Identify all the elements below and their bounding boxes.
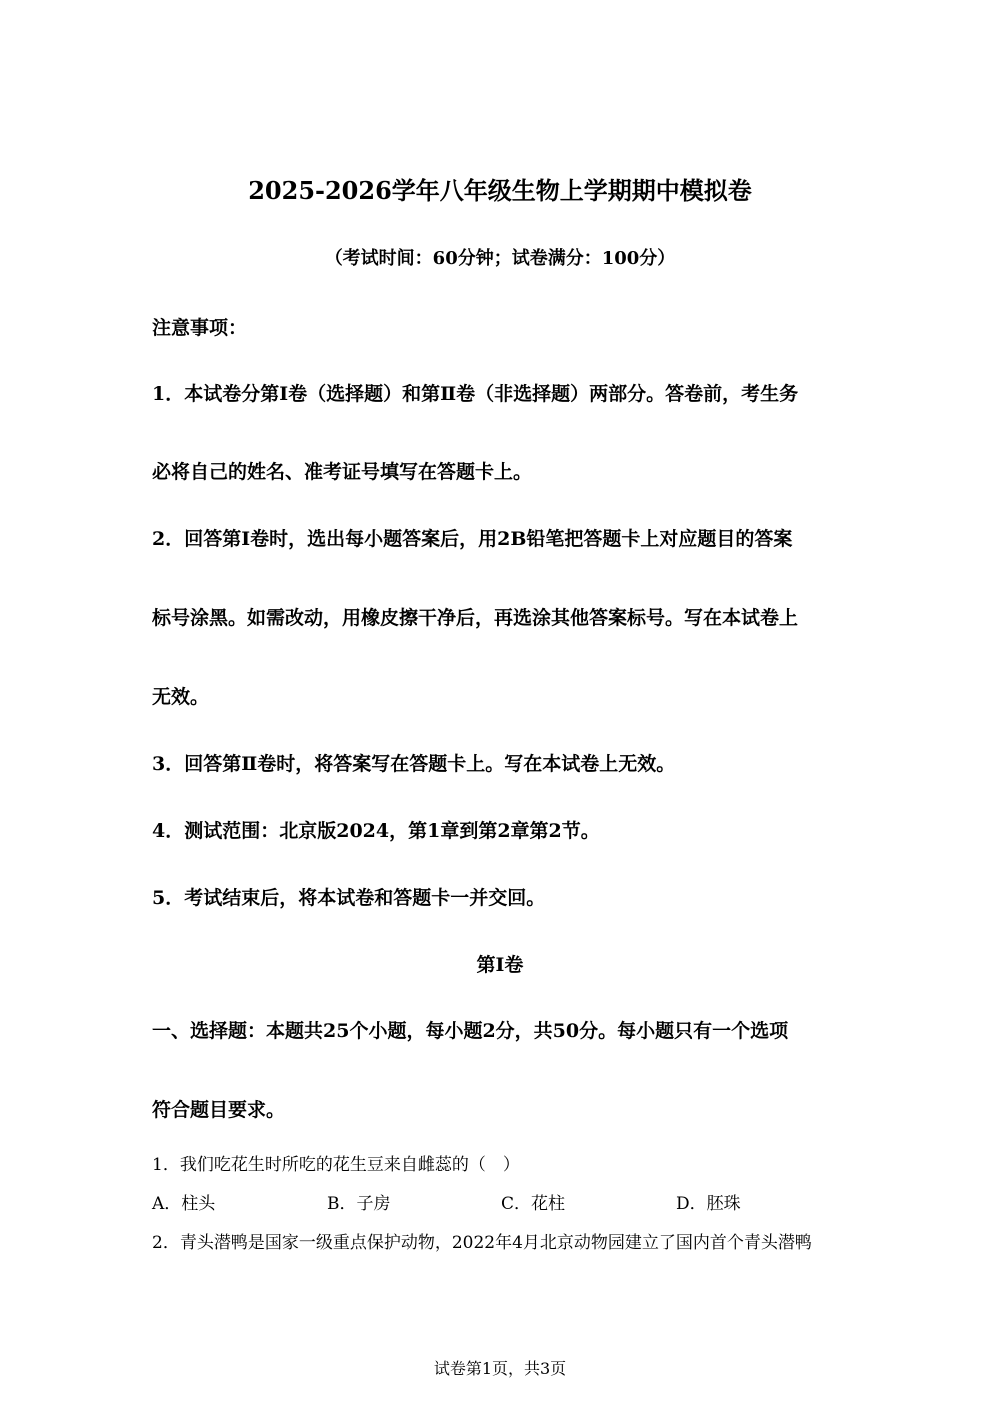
notice-line: 3．回答第Ⅱ卷时，将答案写在答题卡上。写在本试卷上无效。	[152, 753, 676, 775]
question-option: D．胚珠	[676, 1194, 741, 1214]
notice-line: 5．考试结束后，将本试卷和答题卡一并交回。	[152, 887, 546, 909]
question-option: A．柱头	[152, 1194, 216, 1214]
notice-line: 必将自己的姓名、准考证号填写在答题卡上。	[152, 461, 533, 483]
notice-line: 1．本试卷分第Ⅰ卷（选择题）和第Ⅱ卷（非选择题）两部分。答卷前，考生务	[152, 383, 799, 405]
exam-subtitle: （考试时间：60分钟；试卷满分：100分）	[324, 248, 676, 269]
exam-title: 2025-2026学年八年级生物上学期期中模拟卷	[248, 176, 752, 205]
notice-line: 2．回答第Ⅰ卷时，选出每小题答案后，用2B铅笔把答题卡上对应题目的答案	[152, 528, 793, 550]
notice-line: 无效。	[152, 686, 210, 708]
question-option: B．子房	[327, 1194, 391, 1214]
notice-heading: 注意事项：	[152, 317, 248, 339]
question-stem: 2．青头潜鸭是国家一级重点保护动物，2022年4月北京动物园建立了国内首个青头潜鸭	[152, 1233, 812, 1253]
page-footer: 试卷第1页，共3页	[433, 1359, 567, 1378]
question-stem: 1．我们吃花生时所吃的花生豆来自雌蕊的（ ）	[152, 1155, 520, 1175]
notice-line: 4．测试范围：北京版2024，第1章到第2章第2节。	[152, 820, 600, 842]
section-title: 第Ⅰ卷	[476, 954, 524, 976]
notice-line: 标号涂黑。如需改动，用橡皮擦干净后，再选涂其他答案标号。写在本试卷上	[152, 607, 799, 629]
question-option: C．花柱	[501, 1194, 566, 1214]
section-instruction: 符合题目要求。	[152, 1099, 286, 1121]
section-instruction: 一、选择题：本题共25个小题，每小题2分，共50分。每小题只有一个选项	[152, 1020, 789, 1042]
